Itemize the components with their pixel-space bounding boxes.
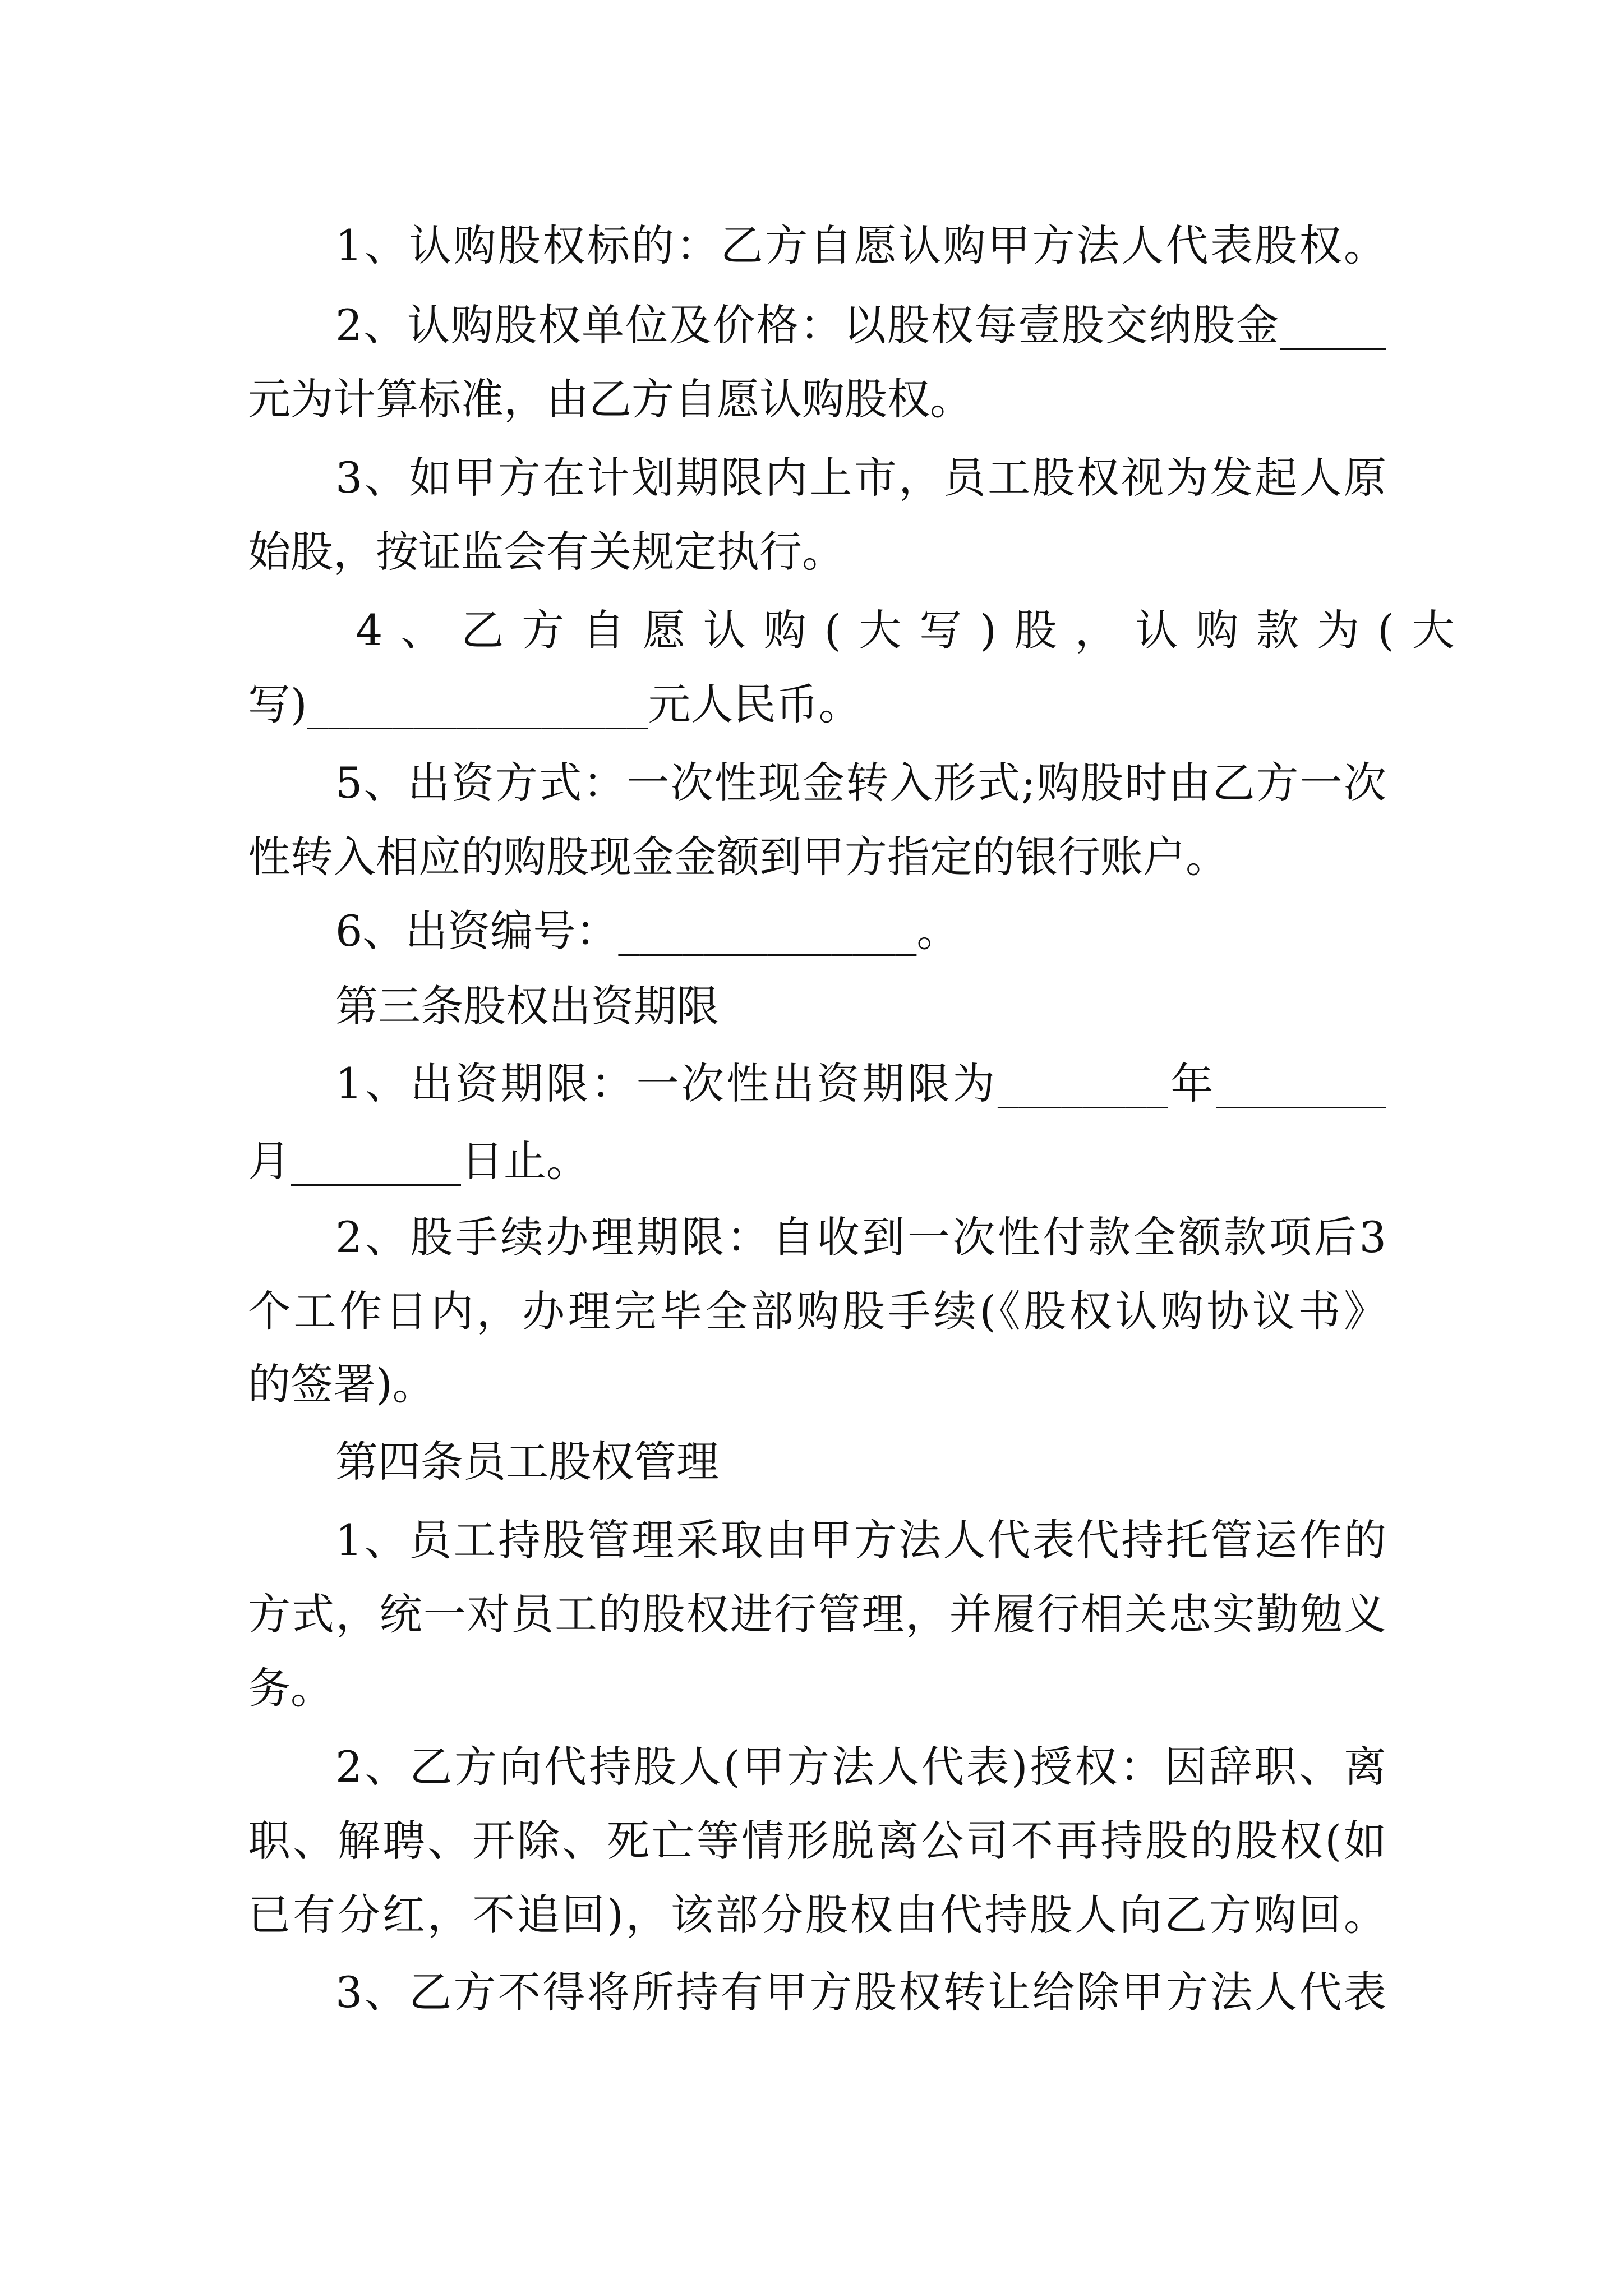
clause-6-line: 6、出资编号：______________。 [335,906,960,956]
article-4-clause-1-line-1: 1、员工持股管理采取由甲方法人代表代持托管运作的 [335,1515,1386,1565]
article-3-clause-1-line-1: 1、出资期限：一次性出资期限为________年________ [335,1059,1386,1108]
article-4-clause-2-line-3: 已有分红，不追回)，该部分股权由代持股人向乙方购回。 [248,1890,1386,1940]
article-4-clause-1-line-2: 方式，统一对员工的股权进行管理，并履行相关忠实勤勉义 [248,1589,1386,1639]
article-4-clause-1-line-3: 务。 [248,1663,333,1713]
article-3-clause-2-line-1: 2、股手续办理期限：自收到一次性付款全额款项后3 [335,1212,1386,1262]
article-4-clause-2-line-1: 2、乙方向代持股人(甲方法人代表)授权：因辞职、离 [335,1742,1386,1792]
clause-1-line: 1、认购股权标的：乙方自愿认购甲方法人代表股权。 [335,220,1386,270]
clause-3-line-2: 始股，按证监会有关规定执行。 [248,527,845,577]
article-3-heading: 第三条股权出资期限 [335,981,719,1031]
clause-4-line-1: 4、乙方自愿认购(大写)股，认购款为(大 [356,605,1473,655]
article-4-clause-3-line-1: 3、乙方不得将所持有甲方股权转让给除甲方法人代表 [335,1967,1386,2017]
article-3-clause-2-line-2: 个工作日内，办理完毕全部购股手续(《股权认购协议书》 [248,1286,1386,1336]
article-3-clause-2-line-3: 的签署)。 [248,1359,435,1409]
clause-4-line-2: 写)________________元人民币。 [248,679,861,729]
clause-3-line-1: 3、如甲方在计划期限内上市，员工股权视为发起人原 [335,453,1386,503]
clause-2-line-2: 元为计算标准，由乙方自愿认购股权。 [248,374,972,424]
article-4-heading: 第四条员工股权管理 [335,1437,719,1487]
clause-2-line-1: 2、认购股权单位及价格：以股权每壹股交纳股金_____ [335,300,1386,350]
clause-5-line-2: 性转入相应的购股现金金额到甲方指定的银行账户。 [248,832,1228,882]
article-3-clause-1-line-2: 月________日止。 [248,1136,589,1186]
article-4-clause-2-line-2: 职、解聘、开除、死亡等情形脱离公司不再持股的股权(如 [248,1816,1386,1866]
clause-5-line-1: 5、出资方式：一次性现金转入形式;购股时由乙方一次 [335,758,1386,808]
